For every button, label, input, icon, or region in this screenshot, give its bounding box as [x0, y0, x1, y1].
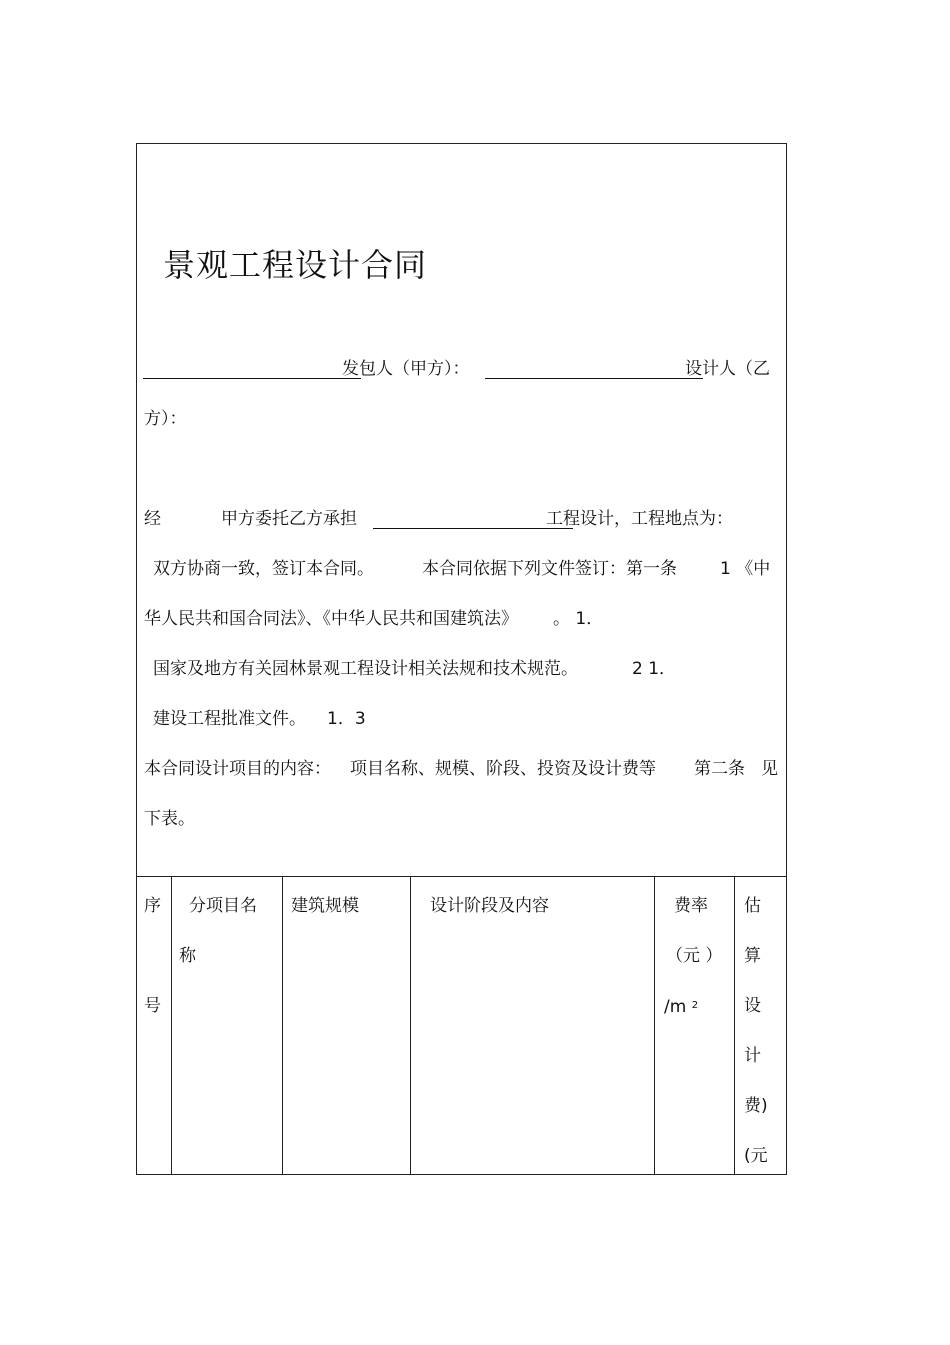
project-name-blank	[373, 528, 573, 529]
header-rate-2: （元 ）	[666, 946, 723, 966]
law-text: 华人民共和国合同法》、《中华人民共和国建筑法》	[144, 609, 518, 629]
col-divider-4	[654, 876, 655, 1175]
jing-char: 经	[144, 509, 161, 529]
header-scale: 建筑规模	[291, 896, 359, 916]
law-tail: 。 1．	[553, 609, 604, 629]
col-divider-3	[410, 876, 411, 1175]
content-label: 本合同设计项目的内容：	[144, 759, 331, 779]
header-est-5: 费)	[744, 1096, 768, 1116]
party-b-blank	[485, 378, 703, 379]
party-b-label: 设计人（乙	[685, 359, 770, 379]
party-a-label: 发包人（甲方）：	[342, 359, 470, 379]
party-b-label-cont: 方）：	[144, 409, 187, 429]
header-est-4: 计	[744, 1046, 761, 1066]
header-seq-1: 序	[144, 896, 161, 916]
national-text: 国家及地方有关园林景观工程设计相关法规和技术规范。	[153, 659, 578, 679]
header-seq-2: 号	[144, 996, 161, 1016]
col-divider-5	[734, 876, 735, 1175]
consult-text: 双方协商一致，签订本合同。	[153, 559, 374, 579]
approval-text: 建设工程批准文件。	[153, 709, 306, 729]
header-sub-2: 称	[179, 946, 196, 966]
see-text: 见	[761, 759, 778, 779]
document-title: 景观工程设计合同	[163, 246, 428, 284]
article-2: 第二条	[694, 759, 745, 779]
party-a-blank	[143, 378, 361, 379]
table-top-border	[136, 876, 787, 877]
header-stage: 设计阶段及内容	[430, 896, 549, 916]
approval-num: 1．3	[327, 709, 366, 729]
header-rate-3: /m $^2$	[664, 997, 699, 1017]
national-num: 2 1．	[632, 659, 677, 679]
header-rate-sup: 2	[691, 1000, 699, 1011]
header-est-6: (元	[744, 1146, 768, 1166]
header-est-3: 设	[744, 996, 761, 1016]
header-sub-1: 分项目名	[189, 896, 257, 916]
content-items: 项目名称、规模、阶段、投资及设计费等	[350, 759, 656, 779]
col-divider-1	[171, 876, 172, 1175]
entrust-tail: 工程设计，工程地点为：	[546, 509, 733, 529]
entrust-text: 甲方委托乙方承担	[221, 509, 357, 529]
basis-text: 本合同依据下列文件签订：第一条	[422, 559, 677, 579]
col-divider-2	[282, 876, 283, 1175]
header-rate-1: 费率	[674, 896, 708, 916]
basis-num: 1 《中	[720, 559, 771, 579]
header-est-2: 算	[744, 946, 761, 966]
below-text: 下表。	[144, 809, 195, 829]
header-est-1: 估	[744, 896, 761, 916]
